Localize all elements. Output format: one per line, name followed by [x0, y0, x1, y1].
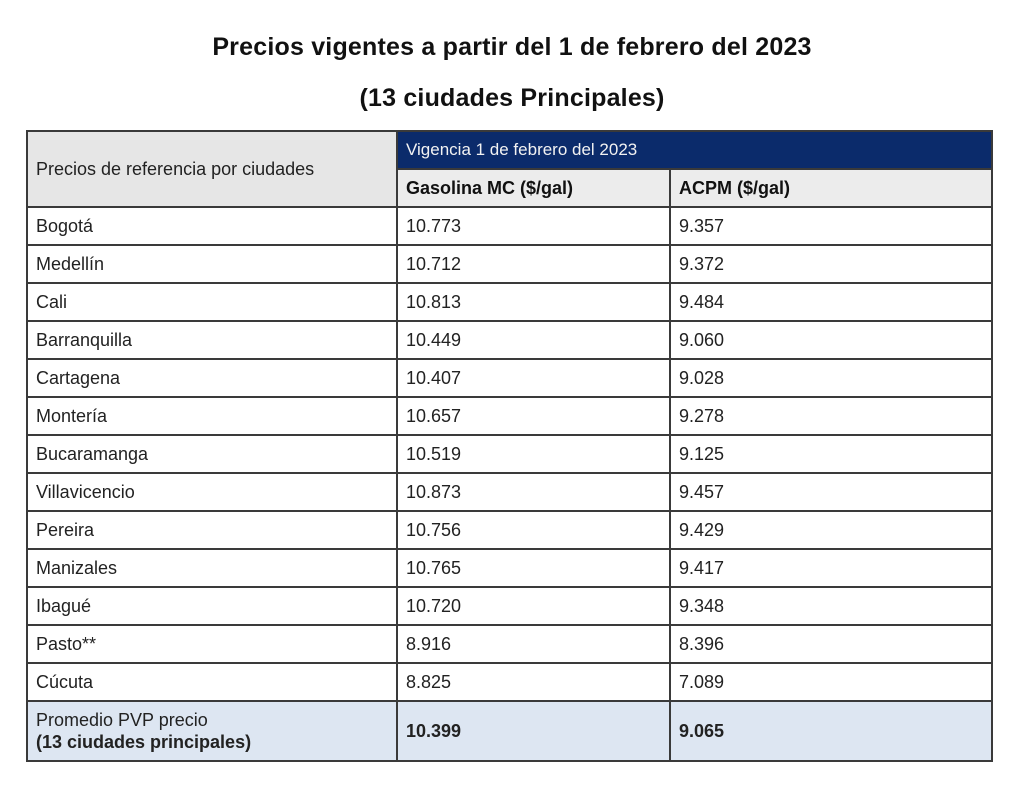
acpm-cell: 7.089: [670, 663, 992, 701]
city-cell: Montería: [27, 397, 397, 435]
vigencia-header: Vigencia 1 de febrero del 2023: [397, 131, 992, 169]
city-cell: Bogotá: [27, 207, 397, 245]
gasolina-cell: 10.720: [397, 587, 670, 625]
table-row: [27, 321, 992, 359]
ref-header: Precios de referencia por ciudades: [27, 131, 397, 207]
city-cell: Ibagué: [27, 587, 397, 625]
table-row: [27, 587, 992, 625]
table-row: [27, 207, 992, 245]
gasolina-cell: 10.449: [397, 321, 670, 359]
gasolina-cell: 10.773: [397, 207, 670, 245]
total-acpm-cell: 9.065: [670, 701, 992, 761]
total-gasolina-cell: 10.399: [397, 701, 670, 761]
acpm-cell: 9.372: [670, 245, 992, 283]
gasolina-cell: 10.407: [397, 359, 670, 397]
city-cell: Medellín: [27, 245, 397, 283]
total-row: [27, 701, 992, 761]
gasolina-column-header: Gasolina MC ($/gal): [397, 169, 670, 207]
table-row: [27, 435, 992, 473]
table-row: [27, 663, 992, 701]
page-subtitle: (13 ciudades Principales): [359, 84, 665, 112]
table-row: [27, 397, 992, 435]
city-cell: Manizales: [27, 549, 397, 587]
acpm-cell: 9.348: [670, 587, 992, 625]
acpm-cell: 9.028: [670, 359, 992, 397]
gasolina-cell: 10.657: [397, 397, 670, 435]
table-row: [27, 283, 992, 321]
gasolina-cell: 10.756: [397, 511, 670, 549]
acpm-cell: 8.396: [670, 625, 992, 663]
table-row: [27, 473, 992, 511]
gasolina-cell: 8.825: [397, 663, 670, 701]
city-cell: Cali: [27, 283, 397, 321]
total-label-line2: (13 ciudades principales): [36, 732, 252, 752]
table-row: [27, 625, 992, 663]
gasolina-cell: 10.519: [397, 435, 670, 473]
total-label-cell: [27, 701, 397, 761]
gasolina-cell: 10.765: [397, 549, 670, 587]
city-cell: Cúcuta: [27, 663, 397, 701]
acpm-cell: 9.417: [670, 549, 992, 587]
acpm-cell: 9.278: [670, 397, 992, 435]
acpm-cell: 9.457: [670, 473, 992, 511]
acpm-column-header: ACPM ($/gal): [670, 169, 992, 207]
table-header-row: [27, 131, 992, 169]
gasolina-cell: 8.916: [397, 625, 670, 663]
city-cell: Villavicencio: [27, 473, 397, 511]
total-label-line1: Promedio PVP precio: [36, 710, 208, 730]
gasolina-cell: 10.813: [397, 283, 670, 321]
gasolina-cell: 10.712: [397, 245, 670, 283]
acpm-cell: 9.484: [670, 283, 992, 321]
acpm-cell: 9.060: [670, 321, 992, 359]
table-row: [27, 549, 992, 587]
price-table: [26, 130, 993, 762]
acpm-cell: 9.429: [670, 511, 992, 549]
city-cell: Cartagena: [27, 359, 397, 397]
acpm-cell: 9.125: [670, 435, 992, 473]
table-row: [27, 245, 992, 283]
city-cell: Pereira: [27, 511, 397, 549]
city-cell: Pasto**: [27, 625, 397, 663]
gasolina-cell: 10.873: [397, 473, 670, 511]
city-cell: Bucaramanga: [27, 435, 397, 473]
city-cell: Barranquilla: [27, 321, 397, 359]
table-row: [27, 359, 992, 397]
table-row: [27, 511, 992, 549]
acpm-cell: 9.357: [670, 207, 992, 245]
page-title: Precios vigentes a partir del 1 de febrero del 2023: [212, 33, 812, 61]
